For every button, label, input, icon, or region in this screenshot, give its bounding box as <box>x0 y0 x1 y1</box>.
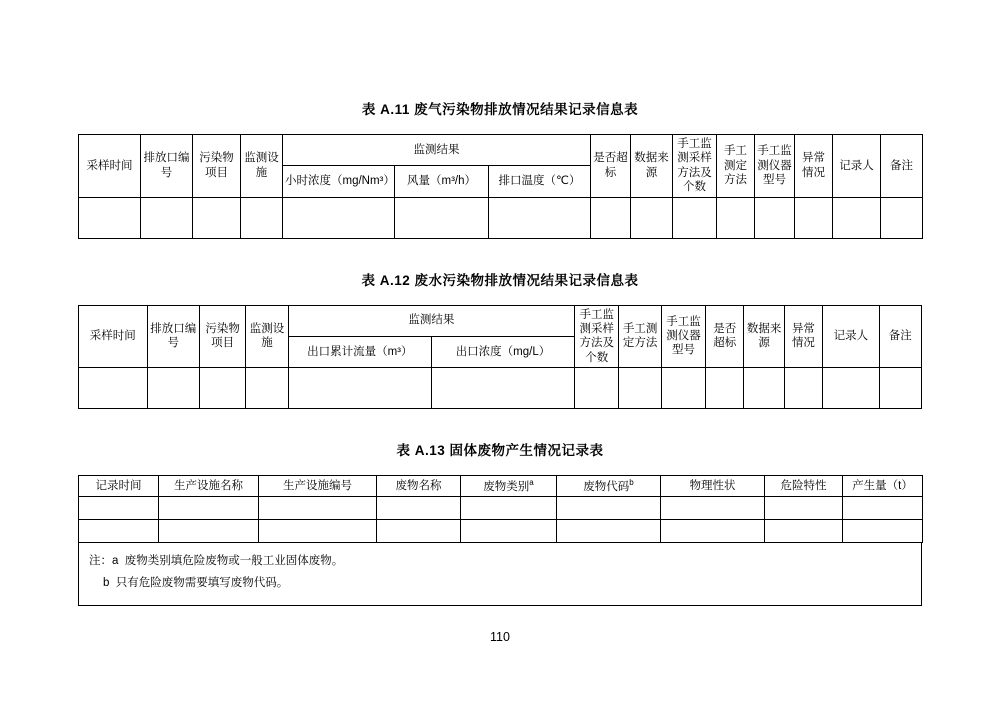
header-remark: 备注 <box>881 135 923 198</box>
cell[interactable] <box>879 368 921 409</box>
table-a11 <box>78 134 923 239</box>
table-a13-notes <box>78 543 922 606</box>
cell[interactable] <box>377 497 461 520</box>
header-manual-instrument-model: 手工监测仪器型号 <box>755 135 795 198</box>
header-manual-sampling-count: 手工监测采样方法及个数 <box>673 135 717 198</box>
note-line-a: 注：a 废物类别填危险废物或一般工业固体废物。 <box>89 555 344 568</box>
table-a12-header-row-1 <box>79 305 922 336</box>
header-outlet-code: 排放口编号 <box>147 305 199 368</box>
cell[interactable] <box>673 197 717 238</box>
cell[interactable] <box>461 497 557 520</box>
header-abnormal: 异常情况 <box>795 135 833 198</box>
table-a13-header-row <box>79 476 923 497</box>
header-record-time: 记录时间 <box>79 476 159 497</box>
header-facility-code: 生产设施编号 <box>259 476 377 497</box>
cell[interactable] <box>431 368 574 409</box>
header-sampling-time: 采样时间 <box>79 305 148 368</box>
header-sampling-time: 采样时间 <box>79 135 141 198</box>
cell[interactable] <box>461 520 557 543</box>
header-waste-code <box>557 476 661 497</box>
cell[interactable] <box>557 497 661 520</box>
cell[interactable] <box>79 520 159 543</box>
cell[interactable] <box>795 197 833 238</box>
table-a13 <box>78 475 923 543</box>
cell[interactable] <box>619 368 661 409</box>
header-exceed: 是否超标 <box>706 305 744 368</box>
header-facility-name: 生产设施名称 <box>159 476 259 497</box>
header-physical-property: 物理性状 <box>661 476 765 497</box>
header-waste-category <box>461 476 557 497</box>
header-hourly-concentration: 小时浓度（mg/Nm³） <box>283 166 395 197</box>
footnote-marker-a: a <box>529 478 534 487</box>
header-outlet-concentration: 出口浓度（mg/L） <box>431 336 574 367</box>
table-a12 <box>78 305 922 410</box>
cell[interactable] <box>755 197 795 238</box>
cell[interactable] <box>881 197 923 238</box>
cell[interactable] <box>159 497 259 520</box>
header-outlet-temperature: 排口温度（℃） <box>489 166 591 197</box>
cell[interactable] <box>661 368 705 409</box>
cell[interactable] <box>591 197 631 238</box>
cell[interactable] <box>823 368 879 409</box>
header-monitor-results: 监测结果 <box>288 305 574 336</box>
cell[interactable] <box>717 197 755 238</box>
header-hazard-property: 危险特性 <box>765 476 843 497</box>
header-abnormal: 异常情况 <box>784 305 822 368</box>
note-line-b: b 只有危险废物需要填写废物代码。 <box>103 577 289 590</box>
cell[interactable] <box>193 197 241 238</box>
cell[interactable] <box>395 197 489 238</box>
header-monitor-facility: 监测设施 <box>246 305 288 368</box>
header-data-source: 数据来源 <box>744 305 784 368</box>
header-manual-instrument-model: 手工监测仪器型号 <box>661 305 705 368</box>
header-exceed: 是否超标 <box>591 135 631 198</box>
cell[interactable] <box>377 520 461 543</box>
header-recorder: 记录人 <box>823 305 879 368</box>
cell[interactable] <box>843 520 923 543</box>
cell[interactable] <box>843 497 923 520</box>
cell[interactable] <box>259 497 377 520</box>
header-outlet-cumulative-flow: 出口累计流量（m³） <box>288 336 431 367</box>
header-manual-measure-method: 手工测定方法 <box>717 135 755 198</box>
header-pollutant-item: 污染物项目 <box>193 135 241 198</box>
cell[interactable] <box>288 368 431 409</box>
table-a13-title: 表 A.13 固体废物产生情况记录表 <box>396 443 604 458</box>
table-row <box>79 197 923 238</box>
cell[interactable] <box>706 368 744 409</box>
cell[interactable] <box>661 520 765 543</box>
page-content <box>78 0 922 606</box>
cell[interactable] <box>557 520 661 543</box>
header-outlet-code: 排放口编号 <box>141 135 193 198</box>
cell[interactable] <box>283 197 395 238</box>
header-waste-name: 废物名称 <box>377 476 461 497</box>
cell[interactable] <box>489 197 591 238</box>
header-generation-amount: 产生量（t） <box>843 476 923 497</box>
cell[interactable] <box>784 368 822 409</box>
header-remark: 备注 <box>879 305 921 368</box>
cell[interactable] <box>79 197 141 238</box>
table-a12-title: 表 A.12 废水污染物排放情况结果记录信息表 <box>361 272 639 288</box>
header-manual-measure-method: 手工测定方法 <box>619 305 661 368</box>
table-row <box>79 520 923 543</box>
cell[interactable] <box>575 368 619 409</box>
cell[interactable] <box>631 197 673 238</box>
header-waste-category-text: 废物类别 <box>483 480 530 493</box>
header-monitor-results: 监测结果 <box>283 135 591 166</box>
cell[interactable] <box>159 520 259 543</box>
page-number: 110 <box>490 630 510 644</box>
cell[interactable] <box>765 520 843 543</box>
footnote-marker-b: b <box>629 478 634 487</box>
table-row <box>79 497 923 520</box>
table-a11-title: 表 A.11 废气污染物排放情况结果记录信息表 <box>361 102 639 117</box>
header-data-source: 数据来源 <box>631 135 673 198</box>
cell[interactable] <box>199 368 245 409</box>
header-waste-code-text: 废物代码 <box>583 480 630 493</box>
cell[interactable] <box>141 197 193 238</box>
header-monitor-facility: 监测设施 <box>241 135 283 198</box>
cell[interactable] <box>833 197 881 238</box>
header-recorder: 记录人 <box>833 135 881 198</box>
cell[interactable] <box>79 368 148 409</box>
header-air-volume: 风量（m³/h） <box>395 166 489 197</box>
cell[interactable] <box>661 497 765 520</box>
header-pollutant-item: 污染物项目 <box>199 305 245 368</box>
cell[interactable] <box>744 368 784 409</box>
cell[interactable] <box>79 497 159 520</box>
cell[interactable] <box>259 520 377 543</box>
cell[interactable] <box>241 197 283 238</box>
table-a11-header-row-1 <box>79 135 923 166</box>
cell[interactable] <box>246 368 288 409</box>
cell[interactable] <box>147 368 199 409</box>
header-manual-sampling-count: 手工监测采样方法及个数 <box>575 305 619 368</box>
table-row <box>79 368 922 409</box>
cell[interactable] <box>765 497 843 520</box>
